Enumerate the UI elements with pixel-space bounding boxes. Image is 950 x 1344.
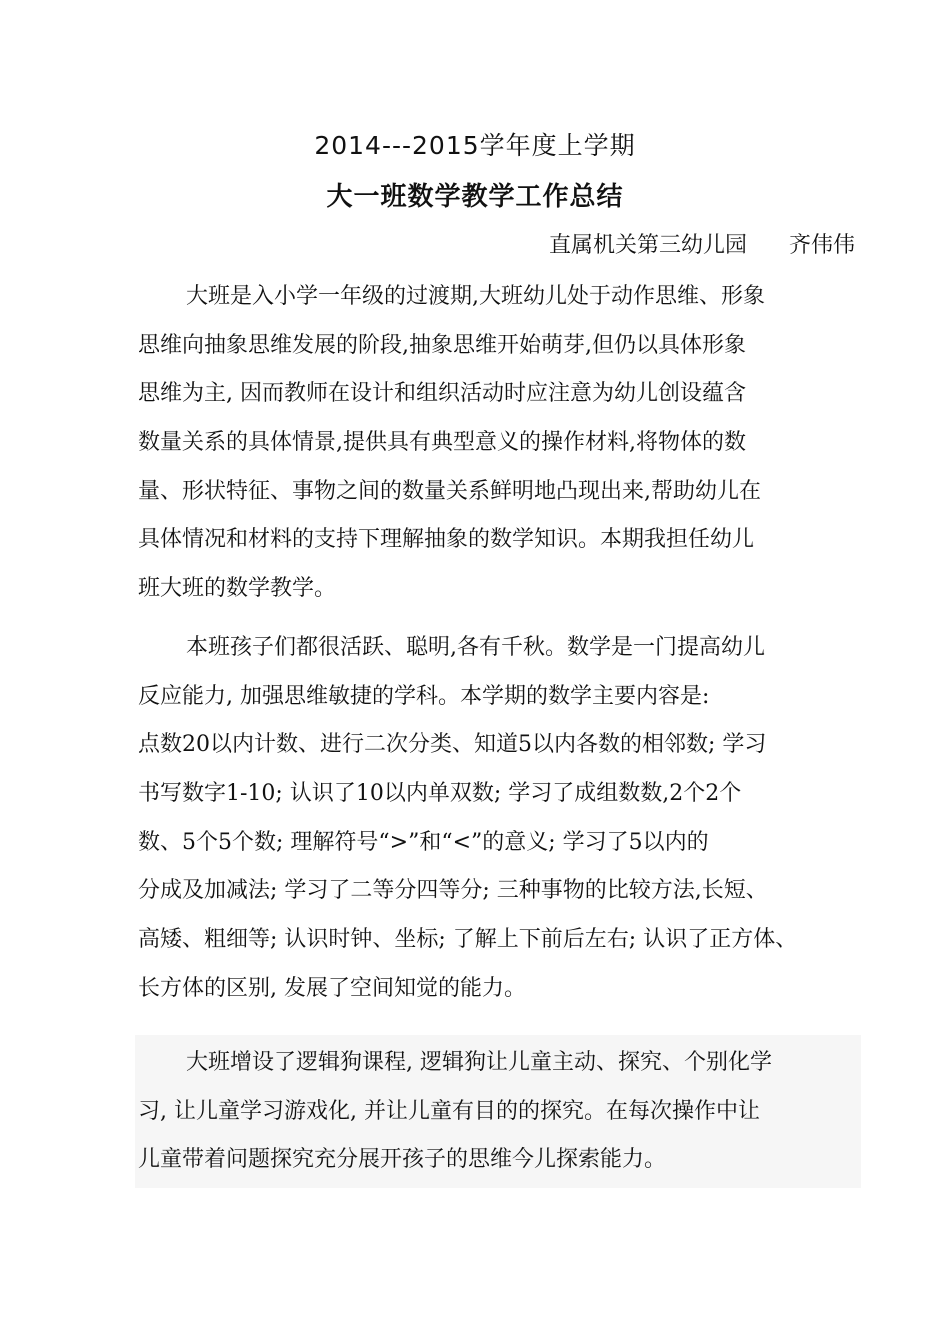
paragraph-line: 分成及加减法; 学习了二等分四等分; 三种事物的比较方法,长短、 [138,878,768,904]
paragraph-line: 本班孩子们都很活跃、聪明,各有千秋。数学是一门提高幼儿 [186,635,765,660]
paragraph-line: 反应能力, 加强思维敏捷的学科。本学期的数学主要内容是: [138,683,710,709]
paragraph-line: 班大班的数学教学。 [138,576,337,602]
paragraph-line: 点数20以内计数、进行二次分类、知道5以内各数的相邻数; 学习 [138,732,767,758]
paragraph-line: 数量关系的具体情景,提供具有典型意义的操作材料,将物体的数 [138,430,746,456]
paragraph-line: 思维向抽象思维发展的阶段,抽象思维开始萌芽,但仍以具体形象 [138,332,746,358]
paragraph-line: 量、形状特征、事物之间的数量关系鲜明地凸现出来,帮助幼儿在 [138,478,761,504]
paragraph-content [138,624,860,1014]
paragraph-line: 大班增设了逻辑狗课程, 逻辑狗让儿童主动、探究、个别化学 [186,1050,772,1075]
paragraph-line: 思维为主, 因而教师在设计和组织活动时应注意为幼儿创设蕴含 [138,381,746,407]
paragraph-line: 长方体的区别, 发展了空间知觉的能力。 [138,975,526,1001]
paragraph-line: 高矮、粗细等; 认识时钟、坐标; 了解上下前后左右; 认识了正方体、 [138,927,798,953]
paragraph-line: 具体情况和材料的支持下理解抽象的数学知识。本期我担任幼儿 [138,527,755,553]
paragraph-line: 儿童带着问题探究充分展开孩子的思维今儿探索能力。 [138,1147,667,1173]
document-title-main: 大一班数学教学工作总结 [326,182,624,212]
document-title-year: 2014---2015学年度上学期 [314,131,636,160]
paragraph-line: 数、5个5个数; 理解符号“>”和“<”的意义; 学习了5以内的 [138,829,709,855]
paragraph-line: 大班是入小学一年级的过渡期,大班幼儿处于动作思维、形象 [186,284,765,309]
paragraph-line: 习, 让儿童学习游戏化, 并让儿童有目的的探究。在每次操作中让 [138,1098,760,1124]
author-line: 直属机关第三幼儿园 齐伟伟 [549,233,855,258]
paragraph-intro [138,273,860,614]
paragraph-logic-dog [138,1039,860,1185]
paragraph-line: 书写数字1-10; 认识了10以内单双数; 学习了成组数数,2个2个 [138,781,742,807]
